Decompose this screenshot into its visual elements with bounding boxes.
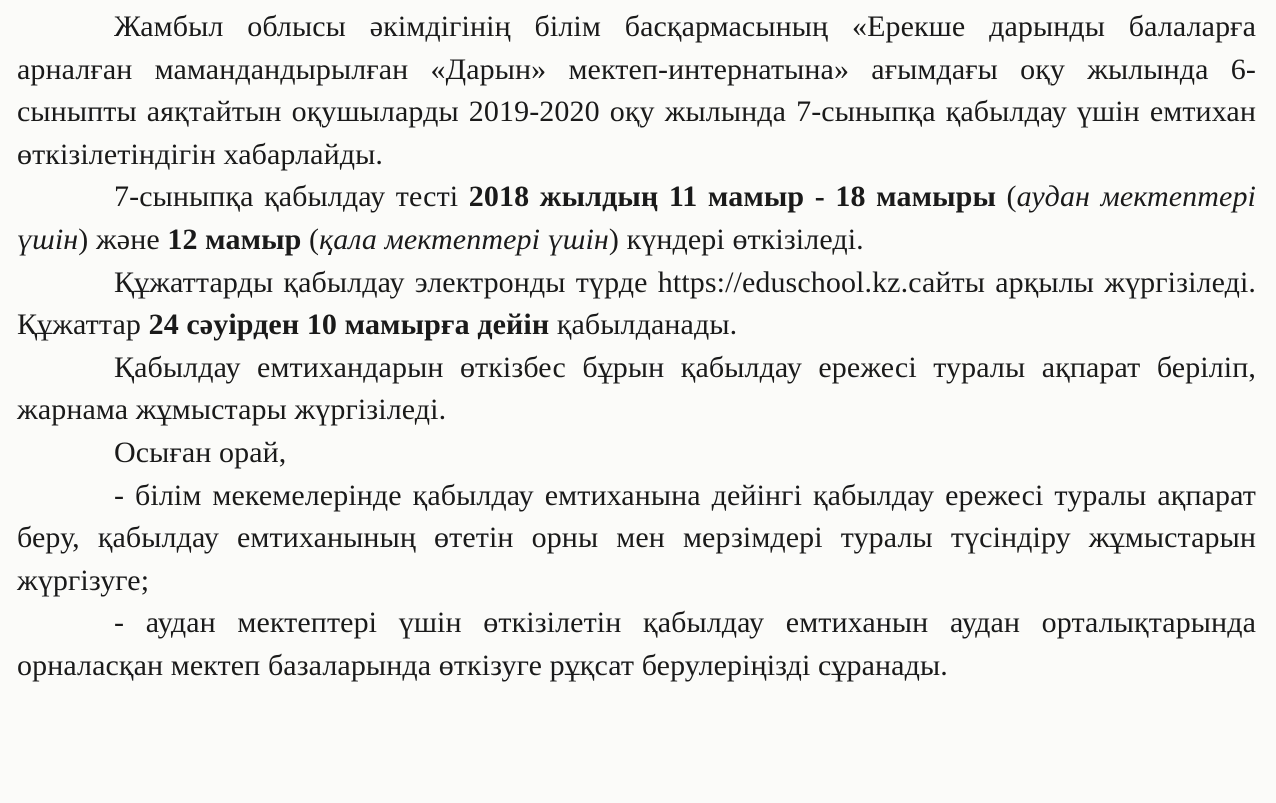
- paragraph-test-dates: [17, 176, 1256, 261]
- test-dates-text-4: (: [301, 222, 320, 256]
- paragraph-documents: [17, 262, 1256, 347]
- test-dates-text-2: (: [995, 180, 1017, 214]
- test-dates-text-1: 7-сыныпқа қабылдау тесті: [114, 180, 469, 214]
- paragraph-request-item-1: - білім мекемелерінде қабылдау емтиханына дейінгі қабылдау ережесі туралы ақпарат беру, қабылдау емтиханының өтетін орны мен мерзімдері туралы түсіндіру жұмыстарын жүргізуге;: [17, 478, 1256, 597]
- test-dates-city-note: қала мектептері үшін: [319, 222, 609, 256]
- test-dates-text-5: ) күндері өткізіледі.: [608, 222, 864, 256]
- documents-dates: 24 сәуірден 10 мамырға дейін: [148, 308, 550, 342]
- documents-text-2: қабылданады.: [549, 308, 738, 342]
- test-dates-text-3: ) және: [78, 222, 168, 256]
- test-dates-district-note: аудан мектептері үшін: [17, 180, 1256, 256]
- paragraph-announcement: Жамбыл облысы әкімдігінің білім басқармасының «Ерекше дарынды балаларға арналған мамандандырылған «Дарын» мектеп-интернатына» ағымдағы оқу жылында 6-сыныпты аяқтайтын оқушыларды 2019-2020 оқу жылында 7-сыныпқа қабылдау үшін емтихан өткізілетіндігін хабарлайды.: [17, 10, 1256, 171]
- test-dates-city: 12 мамыр: [167, 222, 302, 256]
- paragraph-in-this-regard: Осыған орай,: [114, 435, 287, 469]
- paragraph-request-item-2: - аудан мектептері үшін өткізілетін қабылдау емтиханын аудан орталықтарында орналасқан мектеп базаларында өткізуге рұқсат берулеріңізді сұранады.: [17, 606, 1256, 682]
- paragraph-information: Қабылдау емтихандарын өткізбес бұрын қабылдау ережесі туралы ақпарат беріліп, жарнама жұмыстары жүргізіледі.: [17, 350, 1256, 427]
- documents-text-1: Құжаттарды қабылдау электронды түрде https://eduschool.kz.сайты арқылы жүргізіледі. Құжаттар: [17, 265, 1256, 342]
- test-dates-district: 2018 жылдың 11 мамыр - 18 мамыры: [468, 180, 996, 214]
